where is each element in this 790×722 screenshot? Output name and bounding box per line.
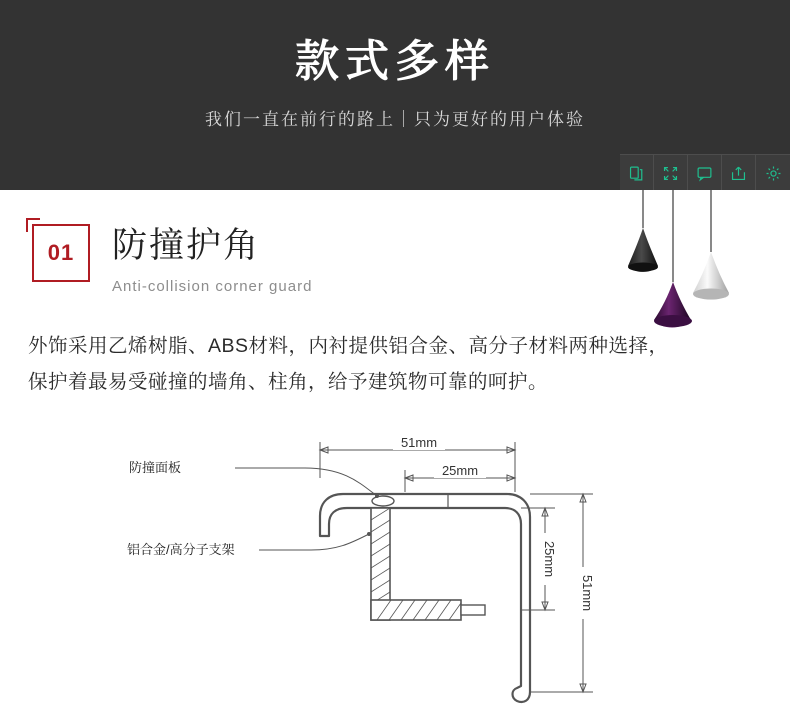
dim-top-outer: 51mm xyxy=(400,435,438,450)
section-title-english: Anti-collision corner guard xyxy=(112,278,313,295)
gear-icon[interactable] xyxy=(756,155,790,191)
label-panel: 防撞面板 xyxy=(129,460,182,475)
paragraph-line-1: 外饰采用乙烯树脂、ABS材料，内衬提供铝合金、高分子材料两种选择， xyxy=(28,335,669,357)
dim-top-inner: 25mm xyxy=(441,463,479,478)
share-icon[interactable] xyxy=(722,155,756,191)
label-bracket: 铝合金/高分子支架 xyxy=(127,542,235,557)
section-heading-texts xyxy=(112,218,312,295)
image-toolbar[interactable] xyxy=(620,154,790,190)
banner-title: 款式多样 xyxy=(295,37,495,86)
banner-subtitle: 我们一直在前行的路上｜只为更好的用户体验 xyxy=(205,110,585,129)
copy-icon[interactable] xyxy=(620,155,654,191)
product-diagram xyxy=(28,420,762,705)
section-heading xyxy=(28,218,762,314)
dim-right-inner: 25mm xyxy=(542,540,557,578)
paragraph-line-2: 保护着最易受碰撞的墙角、柱角，给予建筑物可靠的呵护。 xyxy=(28,371,549,393)
dim-right-outer: 51mm xyxy=(580,574,595,612)
fullscreen-icon[interactable] xyxy=(654,155,688,191)
content-area xyxy=(0,218,790,705)
section-title: 防撞护角 xyxy=(112,226,261,265)
corner-guard-drawing xyxy=(115,420,675,705)
section-paragraph xyxy=(28,328,762,400)
section-number-badge: 01 xyxy=(32,224,90,282)
comment-icon[interactable] xyxy=(688,155,722,191)
header-banner xyxy=(0,0,790,190)
